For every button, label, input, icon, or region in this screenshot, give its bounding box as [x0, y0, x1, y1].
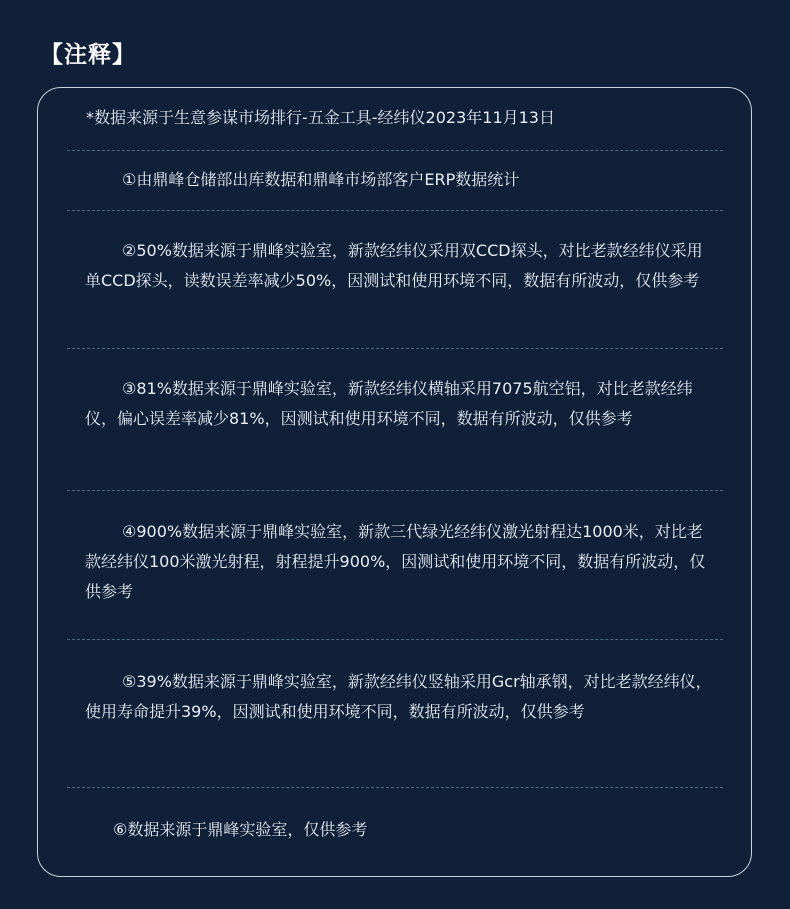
divider	[67, 348, 723, 349]
note-2	[85, 236, 715, 296]
note-3-text: ③81%数据来源于鼎峰实验室，新款经纬仪横轴采用7075航空铝，对比老款经纬仪，偏心误差率减少81%，因测试和使用环境不同，数据有所波动，仅供参考	[85, 379, 693, 428]
notes-box	[37, 87, 752, 877]
note-6-text: ⑥数据来源于鼎峰实验室，仅供参考	[113, 820, 368, 839]
divider	[67, 639, 723, 640]
note-5	[85, 667, 715, 727]
data-source-line: *数据来源于生意参谋市场排行-五金工具-经纬仪2023年11月13日	[86, 108, 555, 127]
note-6	[85, 815, 715, 845]
divider	[67, 210, 723, 211]
note-2-text: ②50%数据来源于鼎峰实验室，新款经纬仪采用双CCD探头，对比老款经纬仪采用单CCD探头，读数误差率减少50%，因测试和使用环境不同，数据有所波动，仅供参考	[85, 241, 703, 290]
note-1-text: ①由鼎峰仓储部出库数据和鼎峰市场部客户ERP数据统计	[122, 170, 520, 189]
note-5-text: ⑤39%数据来源于鼎峰实验室，新款经纬仪竖轴采用Gcr轴承钢，对比老款经纬仪，使用寿命提升39%，因测试和使用环境不同，数据有所波动，仅供参考	[85, 672, 712, 721]
divider	[67, 787, 723, 788]
divider	[67, 150, 723, 151]
note-4-text: ④900%数据来源于鼎峰实验室，新款三代绿光经纬仪激光射程达1000米，对比老款经纬仪100米激光射程，射程提升900%，因测试和使用环境不同，数据有所波动，仅供参考	[85, 522, 706, 601]
page-heading: 【注释】	[40, 42, 136, 68]
divider	[67, 490, 723, 491]
note-4	[85, 517, 715, 607]
note-3	[85, 374, 715, 434]
note-1	[85, 165, 715, 195]
